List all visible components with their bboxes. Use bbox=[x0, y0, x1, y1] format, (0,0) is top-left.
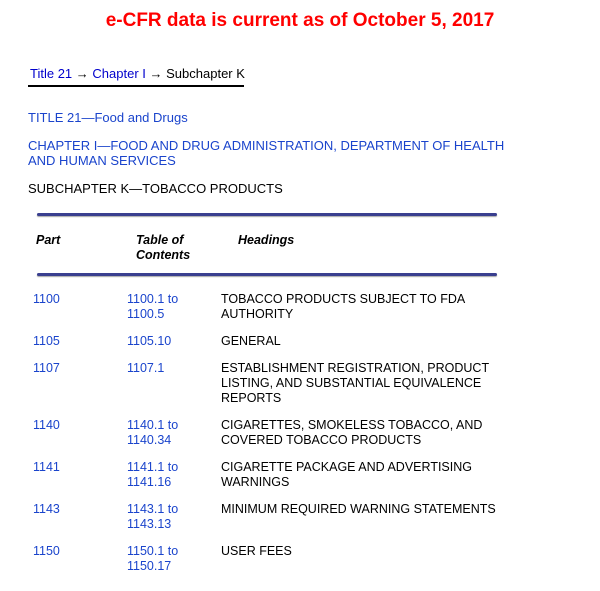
part-heading: USER FEES bbox=[221, 544, 292, 558]
toc-link[interactable]: 1140.1 to 1140.34 bbox=[127, 418, 179, 447]
part-link[interactable]: 1107 bbox=[33, 361, 60, 375]
part-heading: TOBACCO PRODUCTS SUBJECT TO FDA AUTHORITY bbox=[221, 292, 465, 321]
part-heading: CIGARETTES, SMOKELESS TOBACCO, AND COVERED TOBACCO PRODUCTS bbox=[221, 418, 483, 447]
part-link[interactable]: 1143 bbox=[33, 502, 60, 516]
col-header-part: Part bbox=[36, 233, 61, 247]
breadcrumb-arrow: → bbox=[75, 66, 89, 81]
toc-link[interactable]: 1150.1 to 1150.17 bbox=[127, 544, 179, 573]
toc-link[interactable]: 1141.1 to 1141.16 bbox=[127, 460, 179, 489]
breadcrumb-chapter-link[interactable]: Chapter I bbox=[92, 66, 146, 81]
part-link[interactable]: 1150 bbox=[33, 544, 60, 558]
part-heading: MINIMUM REQUIRED WARNING STATEMENTS bbox=[221, 502, 496, 516]
chapter-link[interactable]: CHAPTER I—FOOD AND DRUG ADMINISTRATION, DEPARTMENT OF HEALTH AND HUMAN SERVICES bbox=[28, 138, 505, 168]
table-top-rule bbox=[37, 213, 497, 216]
part-link[interactable]: 1141 bbox=[33, 460, 60, 474]
part-heading: CIGARETTE PACKAGE AND ADVERTISING WARNINGS bbox=[221, 460, 472, 489]
part-link[interactable]: 1100 bbox=[33, 292, 60, 306]
breadcrumb-title-link[interactable]: Title 21 bbox=[30, 66, 73, 81]
breadcrumb-current: Subchapter K bbox=[166, 66, 245, 81]
title-link[interactable]: TITLE 21—Food and Drugs bbox=[28, 110, 188, 125]
part-link[interactable]: 1140 bbox=[33, 418, 60, 432]
subchapter-heading: SUBCHAPTER K—TOBACCO PRODUCTS bbox=[28, 181, 283, 196]
toc-link[interactable]: 1100.1 to 1100.5 bbox=[127, 292, 179, 321]
table-header-rule bbox=[37, 273, 497, 276]
toc-link[interactable]: 1105.10 bbox=[127, 334, 172, 348]
part-heading: ESTABLISHMENT REGISTRATION, PRODUCT LISTING, AND SUBSTANTIAL EQUIVALENCE REPORTS bbox=[221, 361, 489, 405]
part-heading: GENERAL bbox=[221, 334, 281, 348]
breadcrumb-underline bbox=[28, 85, 244, 87]
toc-link[interactable]: 1143.1 to 1143.13 bbox=[127, 502, 179, 531]
breadcrumb-arrow: → bbox=[149, 66, 163, 81]
breadcrumb bbox=[30, 66, 245, 81]
part-link[interactable]: 1105 bbox=[33, 334, 60, 348]
currency-banner: e-CFR data is current as of October 5, 2017 bbox=[105, 10, 495, 31]
col-header-headings: Headings bbox=[238, 233, 295, 247]
toc-link[interactable]: 1107.1 bbox=[127, 361, 165, 375]
col-header-toc: Table of Contents bbox=[136, 233, 191, 262]
